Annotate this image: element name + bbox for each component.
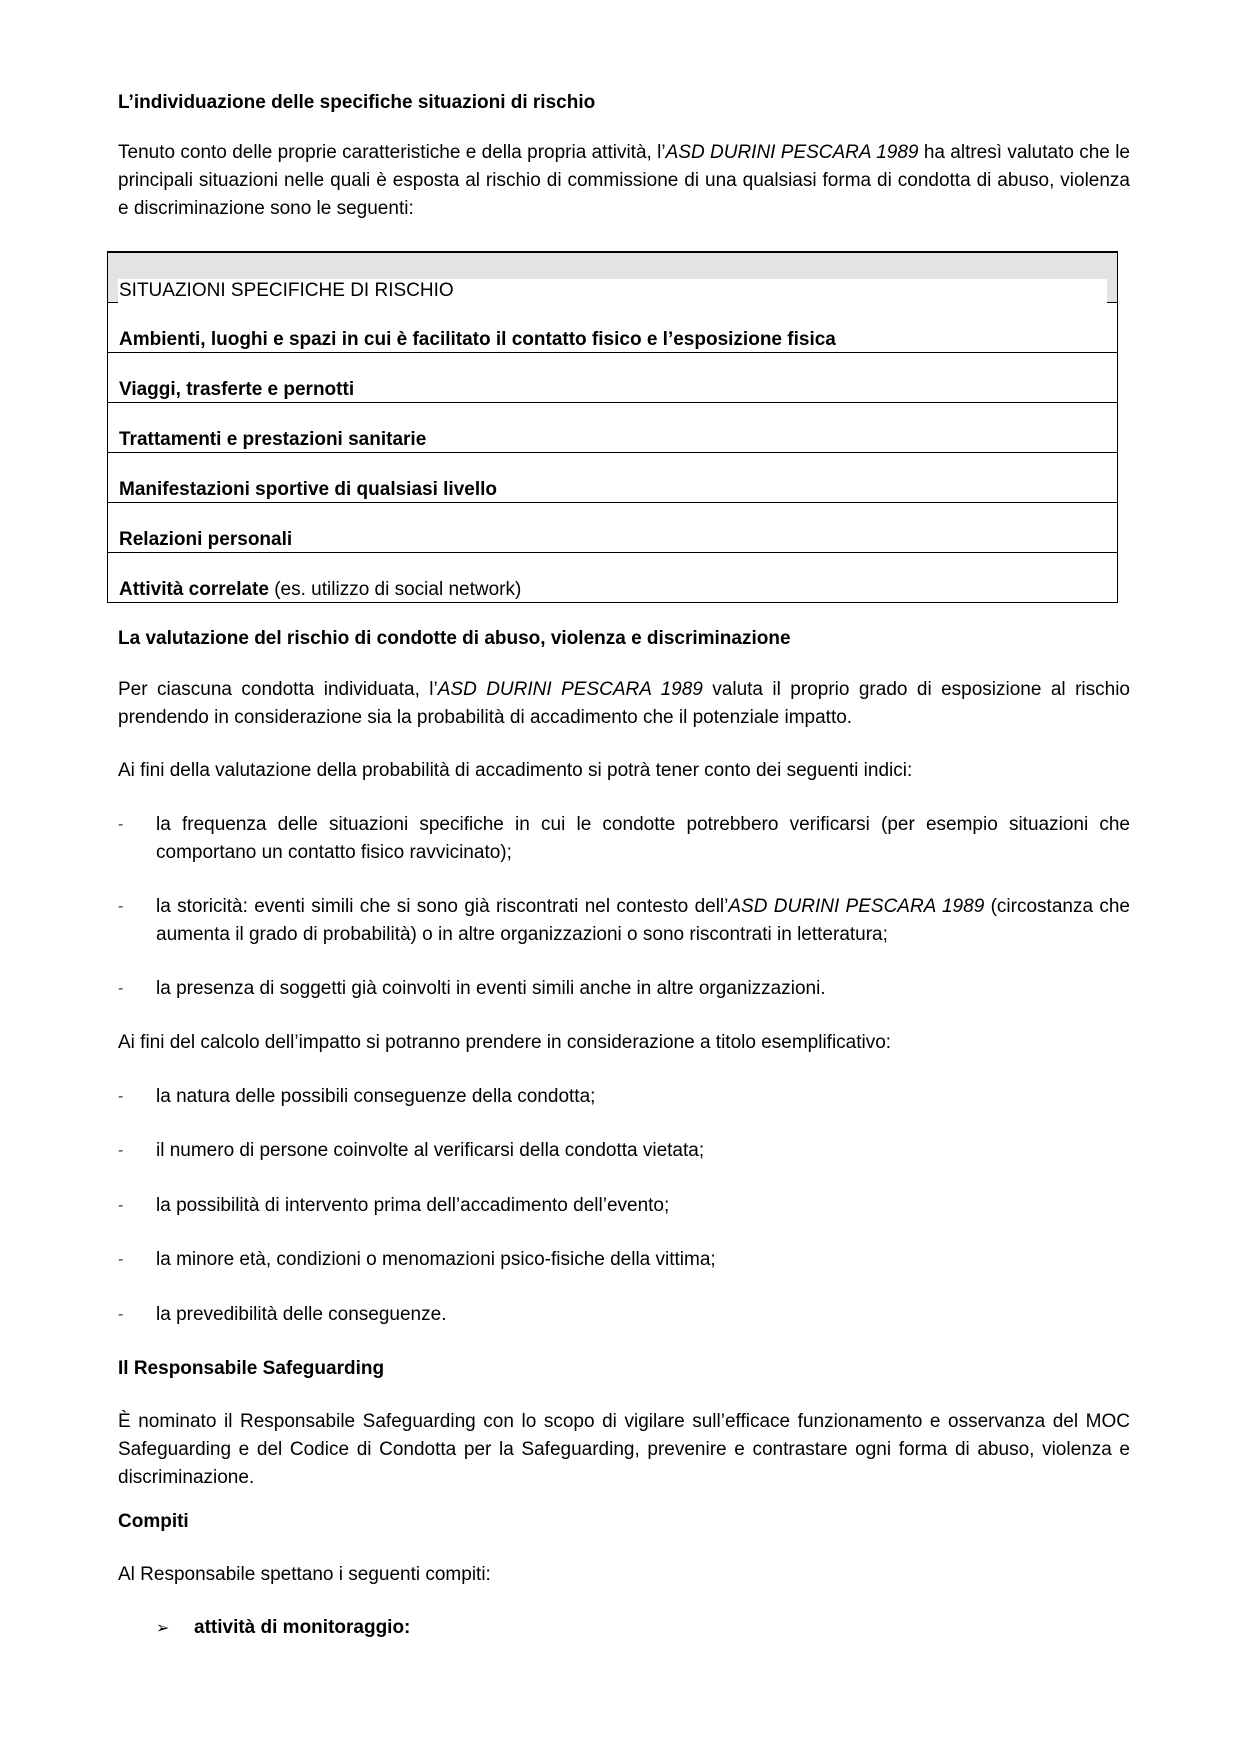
table-row: Attività correlate (es. utilizzo di social network) <box>119 579 522 600</box>
arrow-bullet-icon: ➢ <box>156 1620 170 1637</box>
table-row: Manifestazioni sportive di qualsiasi livello <box>108 453 1117 503</box>
table-row: Relazioni personali <box>108 503 1117 553</box>
org-name: ASD DURINI PESCARA 1989 <box>665 142 919 163</box>
table-header-label: SITUAZIONI SPECIFICHE DI RISCHIO <box>118 279 1107 303</box>
impact-intro: Ai fini del calcolo dell’impatto si potranno prendere in considerazione a titolo esemplificativo: <box>118 1032 892 1053</box>
bullet-dash: - <box>118 1306 124 1323</box>
assessment-paragraph: Per ciascuna condotta individuata, l’ASD DURINI PESCARA 1989 valuta il proprio grado di esposizione al rischio prendendo in considerazione sia la probabilità di accadimento che il potenziale impatto. <box>118 679 1130 728</box>
table-row: Trattamenti e prestazioni sanitarie <box>108 403 1117 453</box>
safeguarding-paragraph: È nominato il Responsabile Safeguarding con lo scopo di vigilare sull’efficace funzionamento e osservanza del MOC Safeguarding e del Codice di Condotta per la Safeguarding, prevenire e contrastare ogni forma di abuso, violenza e discriminazione. <box>118 1411 1130 1488</box>
section-title-risk-situations: L’individuazione delle specifiche situazioni di rischio <box>118 92 596 113</box>
probability-intro: Ai fini della valutazione della probabilità di accadimento si potrà tener conto dei seguenti indici: <box>118 760 913 781</box>
bullet-dash: - <box>118 1142 124 1159</box>
bullet-dash: - <box>118 816 124 833</box>
section-title-risk-assessment: La valutazione del rischio di condotte di abuso, violenza e discriminazione <box>118 628 791 649</box>
org-name: ASD DURINI PESCARA 1989 <box>728 896 985 917</box>
bullet-dash: - <box>118 1251 124 1268</box>
table-row: Viaggi, trasferte e pernotti <box>108 353 1117 403</box>
tasks-intro: Al Responsabile spettano i seguenti compiti: <box>118 1564 491 1585</box>
org-name: ASD DURINI PESCARA 1989 <box>437 679 703 700</box>
bullet-dash: - <box>118 898 124 915</box>
risk-situations-table <box>107 251 1118 603</box>
bullet-dash: - <box>118 1088 124 1105</box>
list-item: ➢ attività di monitoraggio: <box>156 1614 410 1643</box>
intro-paragraph: Tenuto conto delle proprie caratteristiche e della propria attività, l’ASD DURINI PESCARA 1989 ha altresì valutato che le principali situazioni nelle quali è esposta al rischio di commissione di una qualsiasi forma di condotta di abuso, violenza e discriminazione sono le seguenti: <box>118 142 1131 219</box>
table-row: Ambienti, luoghi e spazi in cui è facilitato il contatto fisico e l’esposizione fisica <box>108 303 1117 353</box>
bullet-dash: - <box>118 1197 124 1214</box>
section-title-tasks: Compiti <box>118 1511 189 1532</box>
section-title-safeguarding-officer: Il Responsabile Safeguarding <box>118 1358 385 1379</box>
table-header <box>108 253 1117 303</box>
bullet-dash: - <box>118 980 124 997</box>
